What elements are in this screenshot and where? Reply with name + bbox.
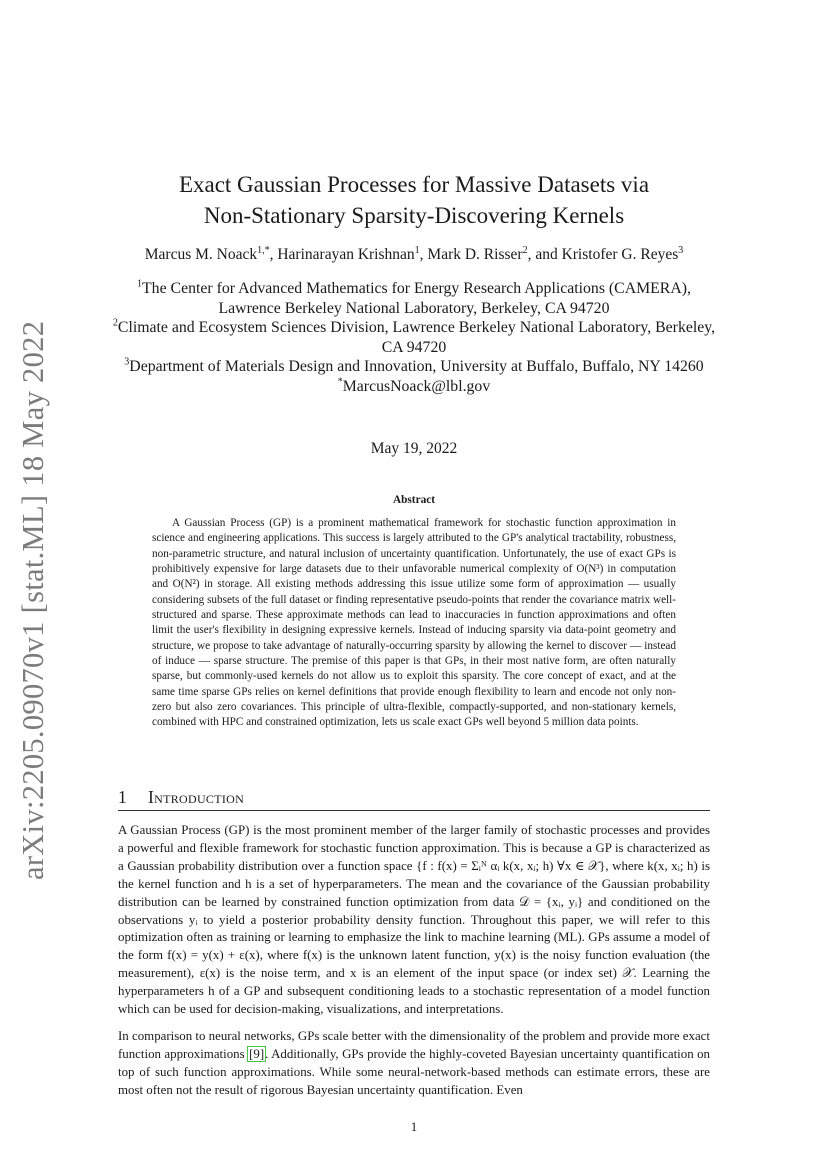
citation-link[interactable]: [9] bbox=[249, 1046, 265, 1061]
author-name: Mark D. Risser bbox=[427, 246, 523, 263]
arxiv-identifier: arXiv:2205.09070v1 [stat.ML] 18 May 2022 bbox=[16, 320, 50, 880]
author-name: Harinarayan Krishnan bbox=[277, 246, 415, 263]
affiliation-mark: 1 bbox=[137, 278, 143, 290]
publication-date: May 19, 2022 bbox=[370, 440, 458, 457]
affiliation-text: Climate and Ecosystem Sciences Division, Lawrence Berkeley National Laboratory, Berkeley, CA 94720 bbox=[117, 319, 716, 356]
title-line-1: Exact Gaussian Processes for Massive Datasets via bbox=[178, 172, 650, 197]
author-affiliation-mark: 1 bbox=[414, 244, 420, 256]
author-name: Kristofer G. Reyes bbox=[561, 246, 679, 263]
author-separator: , bbox=[269, 246, 278, 263]
affiliation bbox=[110, 377, 718, 397]
author-separator: , bbox=[419, 246, 428, 263]
author-name: Marcus M. Noack bbox=[144, 246, 258, 263]
affiliation-mark: 2 bbox=[112, 317, 118, 329]
section-heading bbox=[118, 786, 710, 811]
affiliation-mark: 3 bbox=[124, 356, 130, 368]
affiliation-text: Department of Materials Design and Innovation, University at Buffalo, Buffalo, NY 14260 bbox=[129, 358, 704, 375]
affiliation-list bbox=[110, 279, 718, 396]
paragraph-text: In comparison to neural networks, GPs scale better with the dimensionality of the problem and provide more exact function approximations bbox=[118, 1029, 710, 1061]
author-affiliation-mark: 2 bbox=[522, 244, 528, 256]
author-affiliation-mark: 1,* bbox=[257, 244, 270, 256]
page-number: 1 bbox=[410, 1120, 418, 1134]
title-line-2: Non-Stationary Sparsity-Discovering Kernels bbox=[203, 203, 625, 228]
corresponding-email: MarcusNoack@lbl.gov bbox=[342, 377, 491, 395]
abstract-heading: Abstract bbox=[392, 494, 436, 506]
intro-paragraph-2 bbox=[118, 1028, 710, 1100]
paper-title bbox=[0, 169, 828, 231]
affiliation-text: The Center for Advanced Mathematics for Energy Research Applications (CAMERA), Lawrence Berkeley National Laboratory, Berkeley, CA 94720 bbox=[142, 280, 691, 317]
intro-paragraph-1: A Gaussian Process (GP) is the most prominent member of the larger family of stochastic processes and provides a powerful and flexible framework for stochastic function approximation. This is because a GP is characterized as a Gaussian probability distribution over a function space {f : f(x) = Σᵢᴺ αᵢ k(x, xᵢ; h) ∀x ∈ 𝒳}, where k(x, xᵢ; h) is the kernel function and h is a set of hyperparameters. The mean and the covariance of the Gaussian probability distribution can be learned by constrained function optimization from data 𝒟 = {xᵢ, yᵢ} and conditioned on the observations yᵢ to yield a posterior probability density function. Throughout this paper, we will refer to this optimization often as training or learning to emphasize the link to machine learning (ML). GPs assume a model of the form f(x) = y(x) + ε(x), where f(x) is the unknown latent function, y(x) is the noisy function evaluation (the measurement), ε(x) is the noise term, and x is an element of the input space (or index set) 𝒳. Learning the hyperparameters h of a GP and subsequent conditioning leads to a stochastic representation of a model function which can be used for decision-making, visualizations, and interpretations. bbox=[118, 823, 710, 1017]
section-number: 1 bbox=[118, 787, 127, 807]
author-affiliation-mark: 3 bbox=[678, 244, 684, 256]
affiliation bbox=[110, 318, 718, 357]
affiliation bbox=[110, 279, 718, 318]
section-title: Introduction bbox=[148, 787, 245, 807]
paragraph-text: . Additionally, GPs provide the highly-coveted Bayesian uncertainty quantification on top of such function approximations. While some neural-network-based methods can estimate errors, these are most often not the result of rigorous Bayesian uncertainty quantification. Even bbox=[118, 1046, 711, 1097]
affiliation-mark: * bbox=[337, 376, 343, 388]
abstract-text: A Gaussian Process (GP) is a prominent mathematical framework for stochastic function approximation in science and engineering applications. This success is largely attributed to the GP's analytical tractability, robustness, non-parametric structure, and natural inclusion of uncertainty quantification. Unfortunately, the use of exact GPs is prohibitively expensive for large datasets due to their unfavorable numerical complexity of O(N³) in computation and O(N²) in storage. All existing methods addressing this issue utilize some form of approximation — usually considering subsets of the full dataset or finding representative pseudo-points that render the covariance matrix well-structured and sparse. These approximate methods can lead to inaccuracies in function approximations and often limit the user's flexibility in designing expressive kernels. Instead of inducing sparsity via data-point geometry and structure, we propose to take advantage of naturally-occurring sparsity by allowing the kernel to discover — instead of induce — sparse structure. The premise of this paper is that GPs, in their most native form, are often naturally sparse, but commonly-used kernels do not allow us to exploit this sparsity. The core concept of exact, and at the same time sparse GPs relies on kernel definitions that provide enough flexibility to learn and encode not only non-zero but also zero covariances. This principle of ultra-flexible, compactly-supported, and non-stationary kernels, combined with HPC and constrained optimization, lets us scale exact GPs well beyond 5 million data points. bbox=[152, 517, 676, 729]
author-separator: , and bbox=[527, 246, 562, 263]
affiliation bbox=[110, 357, 718, 377]
author-list bbox=[0, 245, 828, 265]
